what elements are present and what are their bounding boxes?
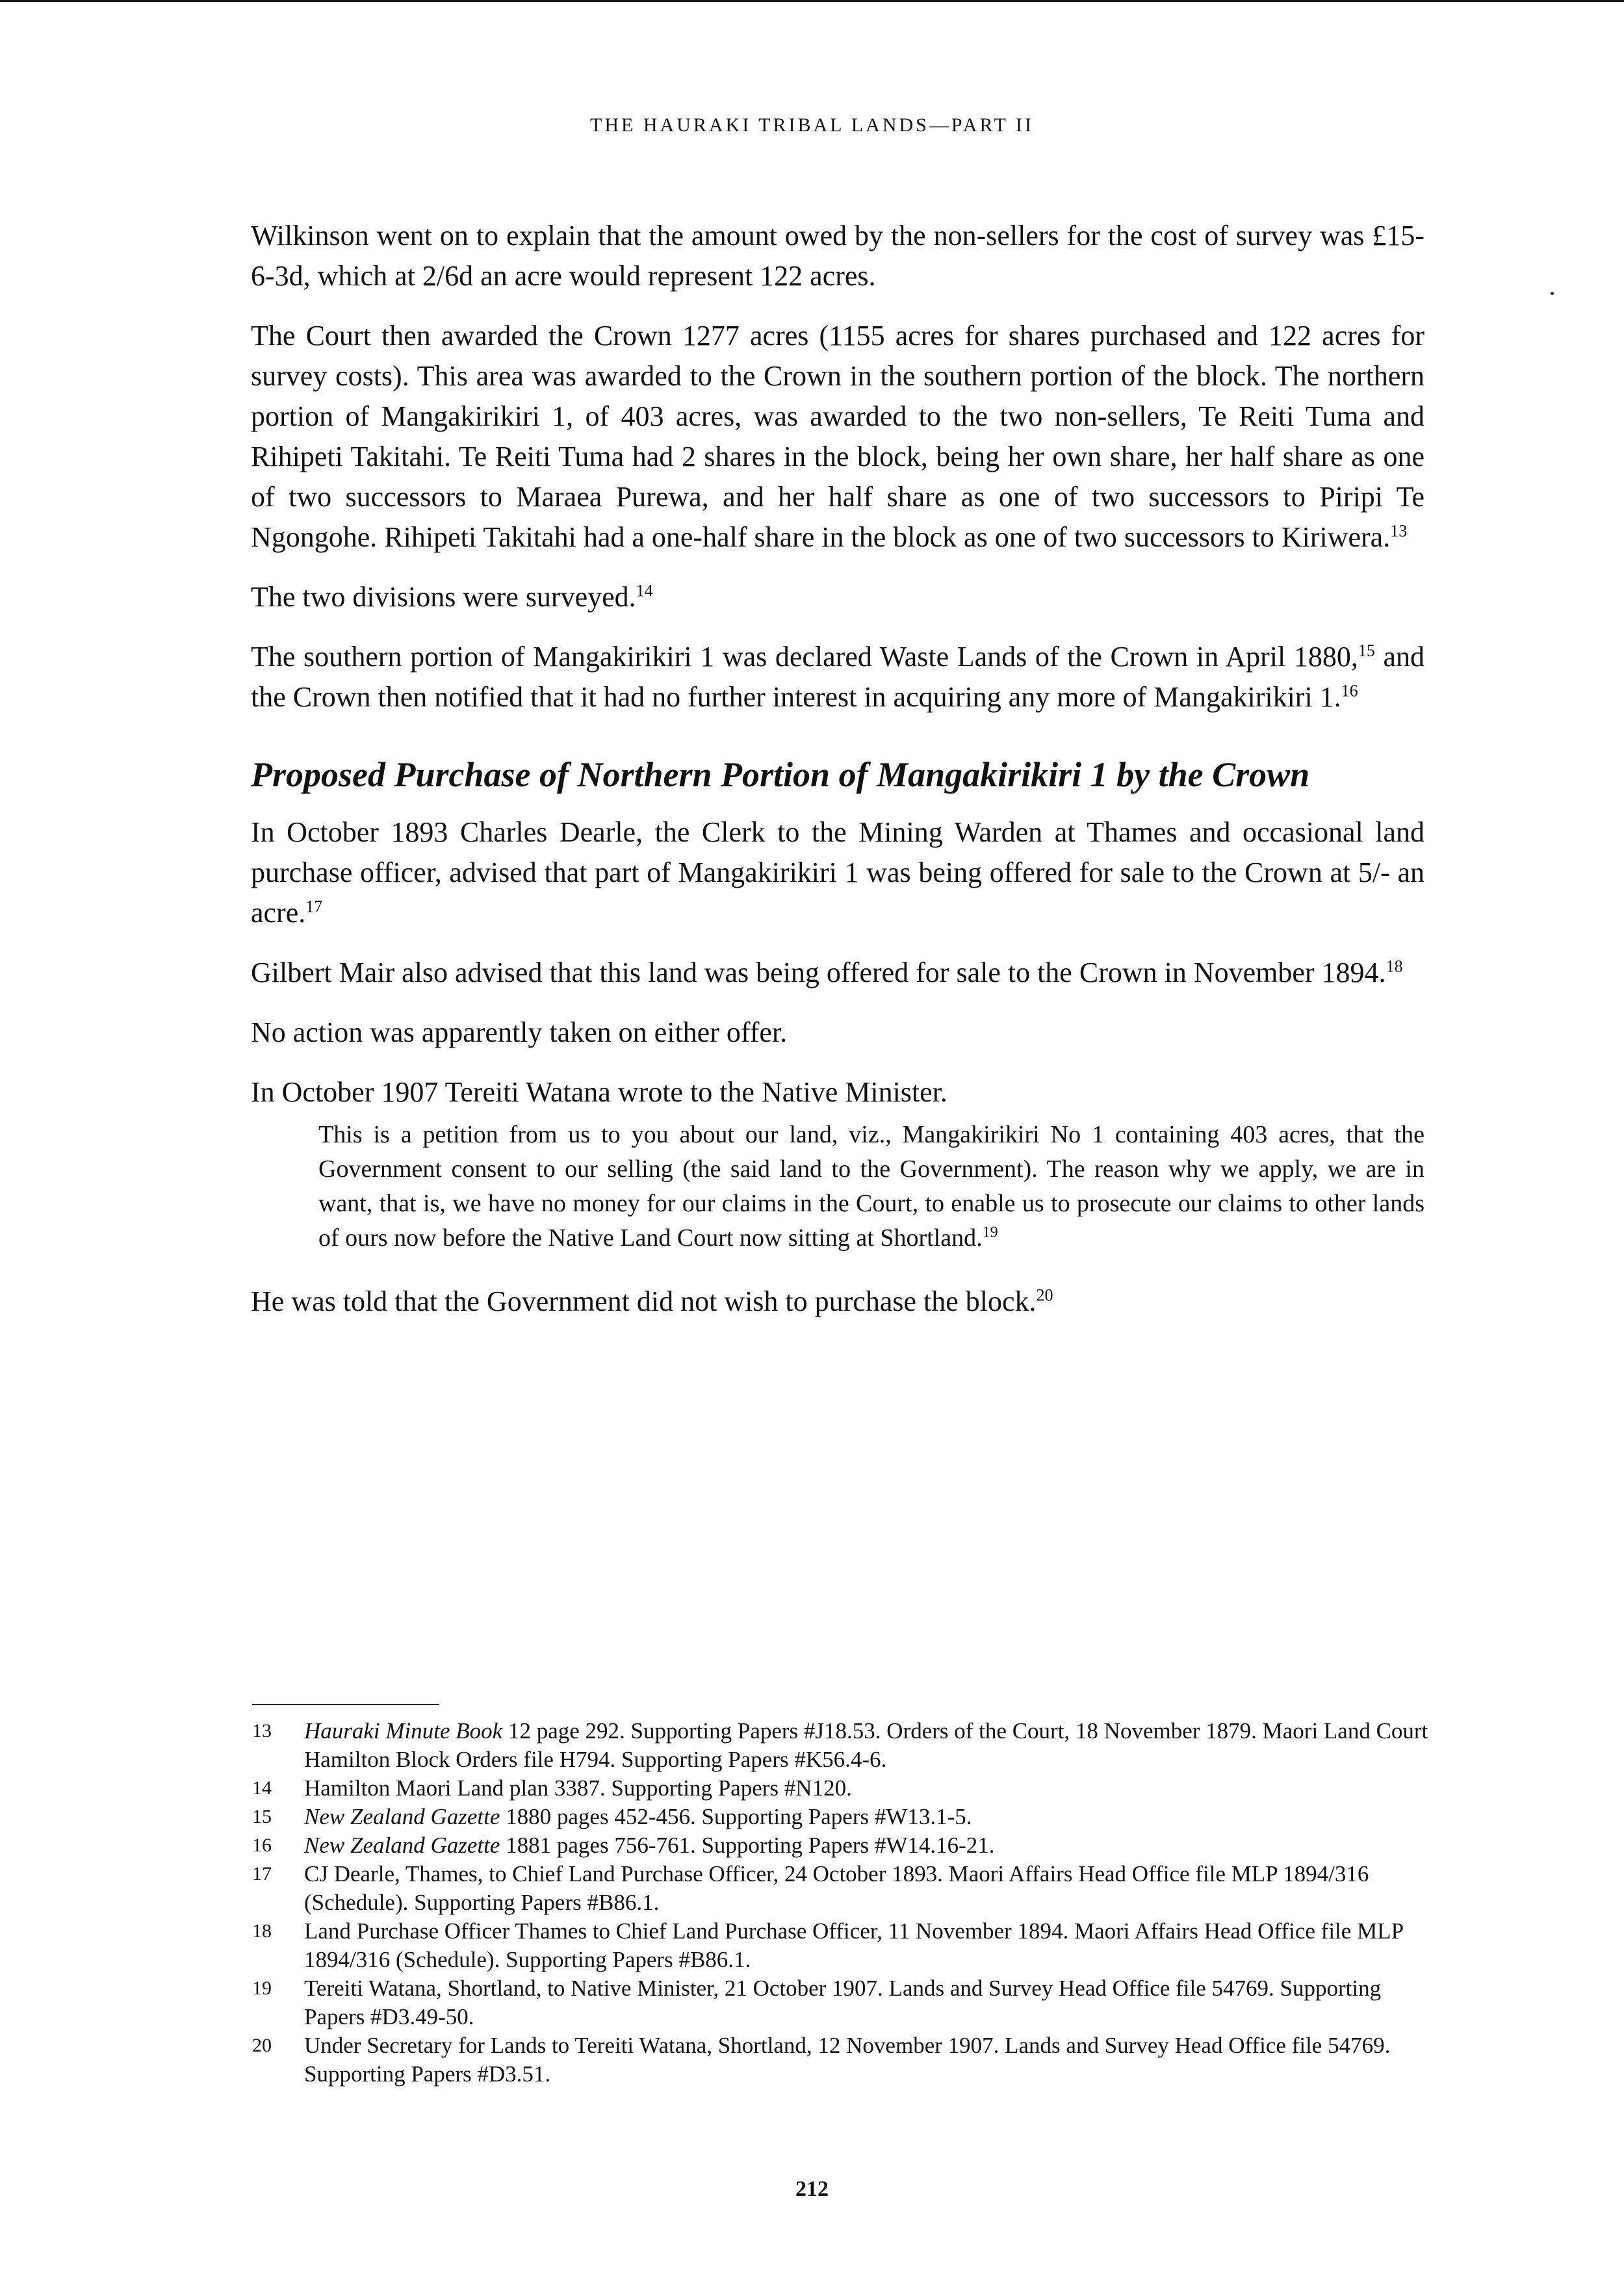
footnote: 19 Tereiti Watana, Shortland, to Native Minister, 21 October 1907. Lands and Survey Head Office file 54769. Supporting Papers #D3.49-50. <box>252 1976 1382 2029</box>
footnote-ref: 18 <box>1386 957 1403 976</box>
footnote-ref: 16 <box>1341 681 1358 701</box>
paragraph: He was told that the Government did not wish to purchase the block.$^{20}$ <box>251 1285 1053 1317</box>
page-number: 212 <box>795 2177 829 2201</box>
scan-speck <box>1551 292 1554 295</box>
footnote-ref: 13 <box>1390 521 1408 541</box>
footnote-ref: 14 <box>636 581 653 600</box>
footnotes <box>252 1717 1430 2089</box>
paragraph: In October 1907 Tereiti Watana wrote to the Native Minister. <box>251 1076 947 1108</box>
footnote: 13 Hauraki Minute Book 12 page 292. Supporting Papers #J18.53. Orders of the Court, 18 November 1879. Maori Land Court Hamilton Block Orders file H794. Supporting Papers #K56.4-6. <box>252 1718 1428 1772</box>
body-text <box>251 216 1424 1341</box>
footnote-rule <box>252 1704 439 1705</box>
paragraph: The Court then awarded the Crown 1277 acres (1155 acres for shares purchased and 122 acres for survey costs). This area was awarded to the Crown in the southern portion of the block. The northern portion of Mangakirikiri 1, of 403 acres, was awarded to the two non-sellers, Te Reiti Tuma and Rihipeti Takitahi. Te Reiti Tuma had 2 shares in the block, being her own share, her half share as one of two successors to Maraea Purewa, and her half share as one of two successors to Piripi Te Ngongohe. Rihipeti Takitahi had a one-half share in the block as one of two successors to Kiriwera.$^{13}$ <box>251 320 1424 553</box>
running-head: THE HAURAKI TRIBAL LANDS—PART II <box>590 114 1034 136</box>
footnote-ref: 19 <box>982 1224 998 1241</box>
paragraph: Gilbert Mair also advised that this land was being offered for sale to the Crown in November 1894.18 <box>251 957 1403 988</box>
footnote: 18 Land Purchase Officer Thames to Chief Land Purchase Officer, 11 November 1894. Maori Affairs Head Office file MLP 1894/316 (Schedule). Supporting Papers #B86.1. <box>252 1918 1403 1972</box>
page-top-edge <box>0 0 1624 2</box>
footnote: 20 Under Secretary for Lands to Tereiti Watana, Shortland, 12 November 1907. Lands and Survey Head Office file 54769. Supporting Papers #D3.51. <box>252 2033 1391 2087</box>
footnote-ref: 15 <box>1358 641 1375 660</box>
block-quote: This is a petition from us to you about our land, viz., Mangakirikiri No 1 containing 403 acres, that the Government consent to our selling (the said land to the Government). The reason why we apply, we are in want, that is, we have no money for our claims in the Court, to enable us to prosecute our claims to other lands of ours now before the Native Land Court now sitting at Shortland.$^{19}$ <box>318 1121 1424 1252</box>
footnote: 17 CJ Dearle, Thames, to Chief Land Purchase Officer, 24 October 1893. Maori Affairs Head Office file MLP 1894/316 (Schedule). Supporting Papers #B86.1. <box>252 1861 1369 1915</box>
paragraph: The two divisions were surveyed.$^{14}$ <box>251 581 653 613</box>
footnote-ref: 17 <box>305 897 323 916</box>
footnote: 15 New Zealand Gazette 1880 pages 452-456. Supporting Papers #W13.1-5. <box>252 1804 972 1829</box>
paragraph: Wilkinson went on to explain that the amount owed by the non-sellers for the cost of survey was £15-6-3d, which at 2/6d an acre would represent 122 acres. <box>251 220 1424 292</box>
footnote: 16 New Zealand Gazette 1881 pages 756-761. Supporting Papers #W14.16-21. <box>252 1833 995 1858</box>
paragraph: No action was apparently taken on either offer. <box>251 1016 788 1048</box>
footnote: 14 Hamilton Maori Land plan 3387. Supporting Papers #N120. <box>252 1775 852 1801</box>
section-heading: Proposed Purchase of Northern Portion of Mangakirikiri 1 by the Crown <box>251 755 1310 794</box>
footnote-ref: 20 <box>1036 1285 1053 1305</box>
paragraph: In October 1893 Charles Dearle, the Clerk to the Mining Warden at Thames and occasional land purchase officer, advised that part of Mangakirikiri 1 was being offered for sale to the Crown at 5/- an acre.$^{17}$ <box>251 816 1424 929</box>
paragraph: The southern portion of Mangakirikiri 1 was declared Waste Lands of the Crown in April 1880,15 and the Crown then notified that it had no further interest in acquiring any more of Mangakirikiri 1.16 <box>251 641 1424 713</box>
